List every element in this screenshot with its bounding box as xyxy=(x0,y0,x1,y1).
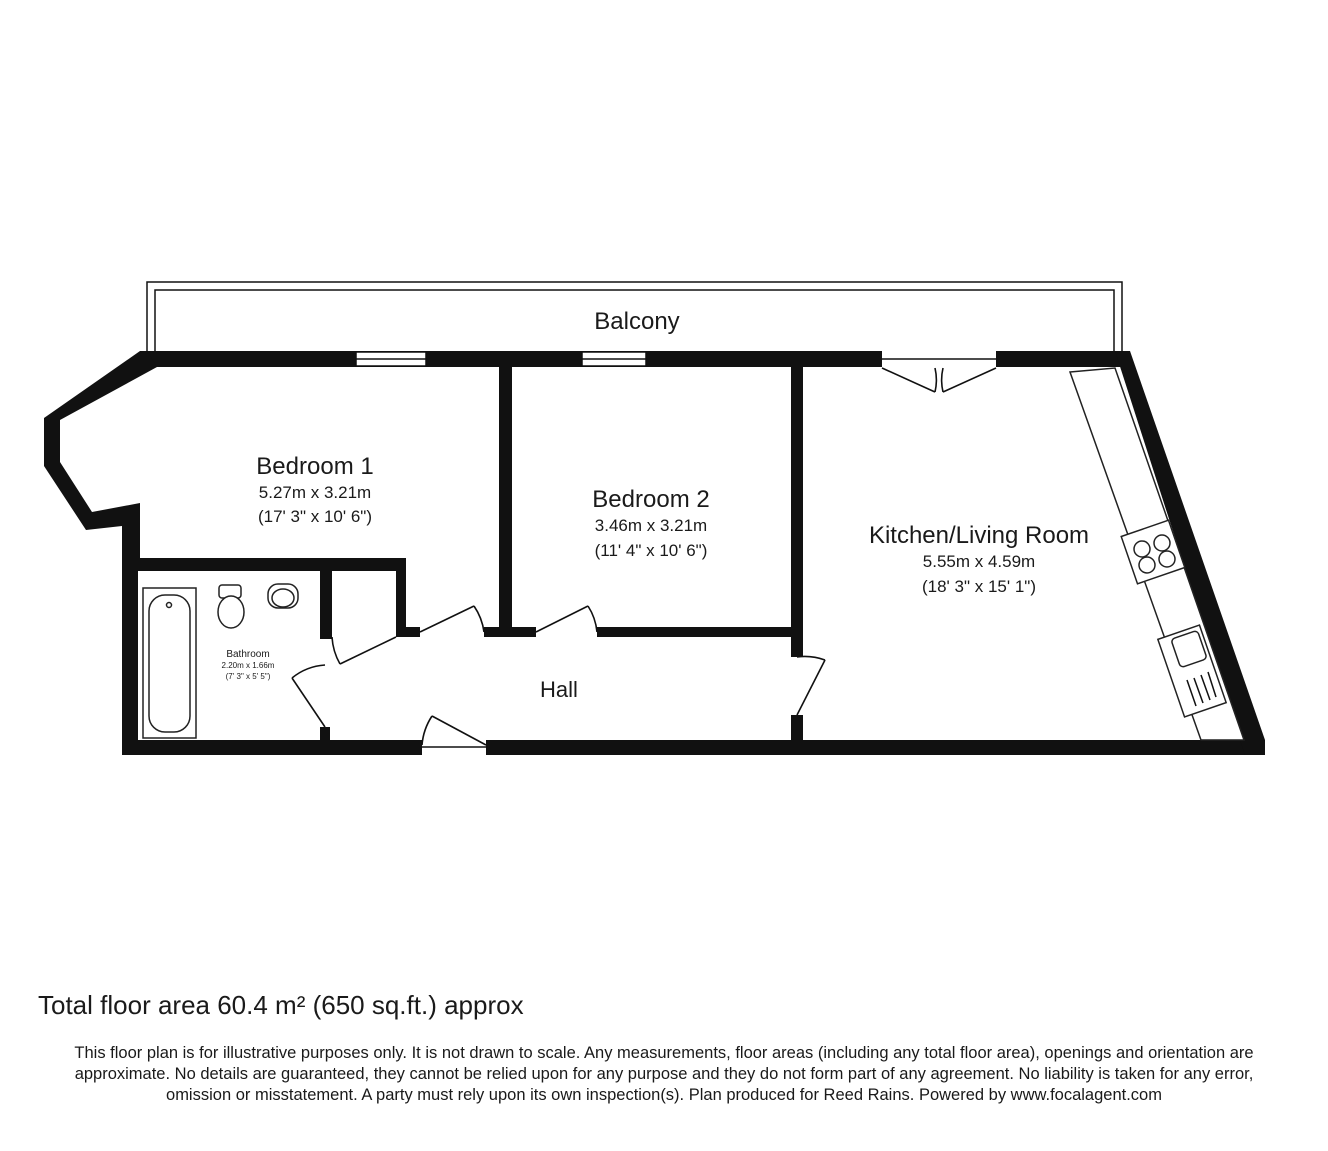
window-bedroom-1 xyxy=(356,352,426,366)
bedroom-2-imperial: (11' 4" x 10' 6") xyxy=(594,541,708,560)
bedroom-1-metric: 5.27m x 3.21m xyxy=(258,483,372,502)
toilet-icon xyxy=(218,585,244,628)
disclaimer-text: This floor plan is for illustrative purposes only. It is not drawn to scale. Any measurements, floor areas (including any total floor area), openings and orientation are approximate. No details are guaranteed, they cannot be relied upon for any purpose and they do not form part of any agreement. No liability is taken for any error, omission or misstatement. A party must rely upon its own inspection(s). Plan produced for Reed Rains. Powered by www.focalagent.com xyxy=(74,1044,1254,1104)
bathtub-icon xyxy=(143,588,196,738)
hall-label: Hall xyxy=(540,677,578,702)
kitchen-name: Kitchen/Living Room xyxy=(868,522,1090,549)
kitchen-imperial: (18' 3" x 15' 1") xyxy=(921,577,1037,596)
door-bedroom-1 xyxy=(420,606,484,632)
door-kitchen xyxy=(797,656,825,715)
kitchen-metric: 5.55m x 4.59m xyxy=(922,552,1036,571)
bedroom-2-metric: 3.46m x 3.21m xyxy=(594,516,708,535)
bedroom-2-name: Bedroom 2 xyxy=(592,486,710,513)
door-bathroom xyxy=(292,665,325,727)
balcony-door xyxy=(882,350,996,392)
window-bedroom-2 xyxy=(582,352,646,366)
bathroom-imperial: (7' 3" x 5' 5") xyxy=(225,672,271,681)
door-bedroom-2 xyxy=(536,606,597,632)
door-entrance xyxy=(422,716,486,757)
bathroom-metric: 2.20m x 1.66m xyxy=(221,661,275,670)
bathroom-name: Bathroom xyxy=(226,649,270,660)
balcony-label: Balcony xyxy=(594,308,680,335)
bedroom-1-name: Bedroom 1 xyxy=(256,453,374,480)
bedroom-1-imperial: (17' 3" x 10' 6") xyxy=(257,507,373,526)
total-floor-area: Total floor area 60.4 m² (650 sq.ft.) approx xyxy=(38,990,524,1020)
washbasin-icon xyxy=(268,584,298,608)
door-store xyxy=(332,637,396,664)
